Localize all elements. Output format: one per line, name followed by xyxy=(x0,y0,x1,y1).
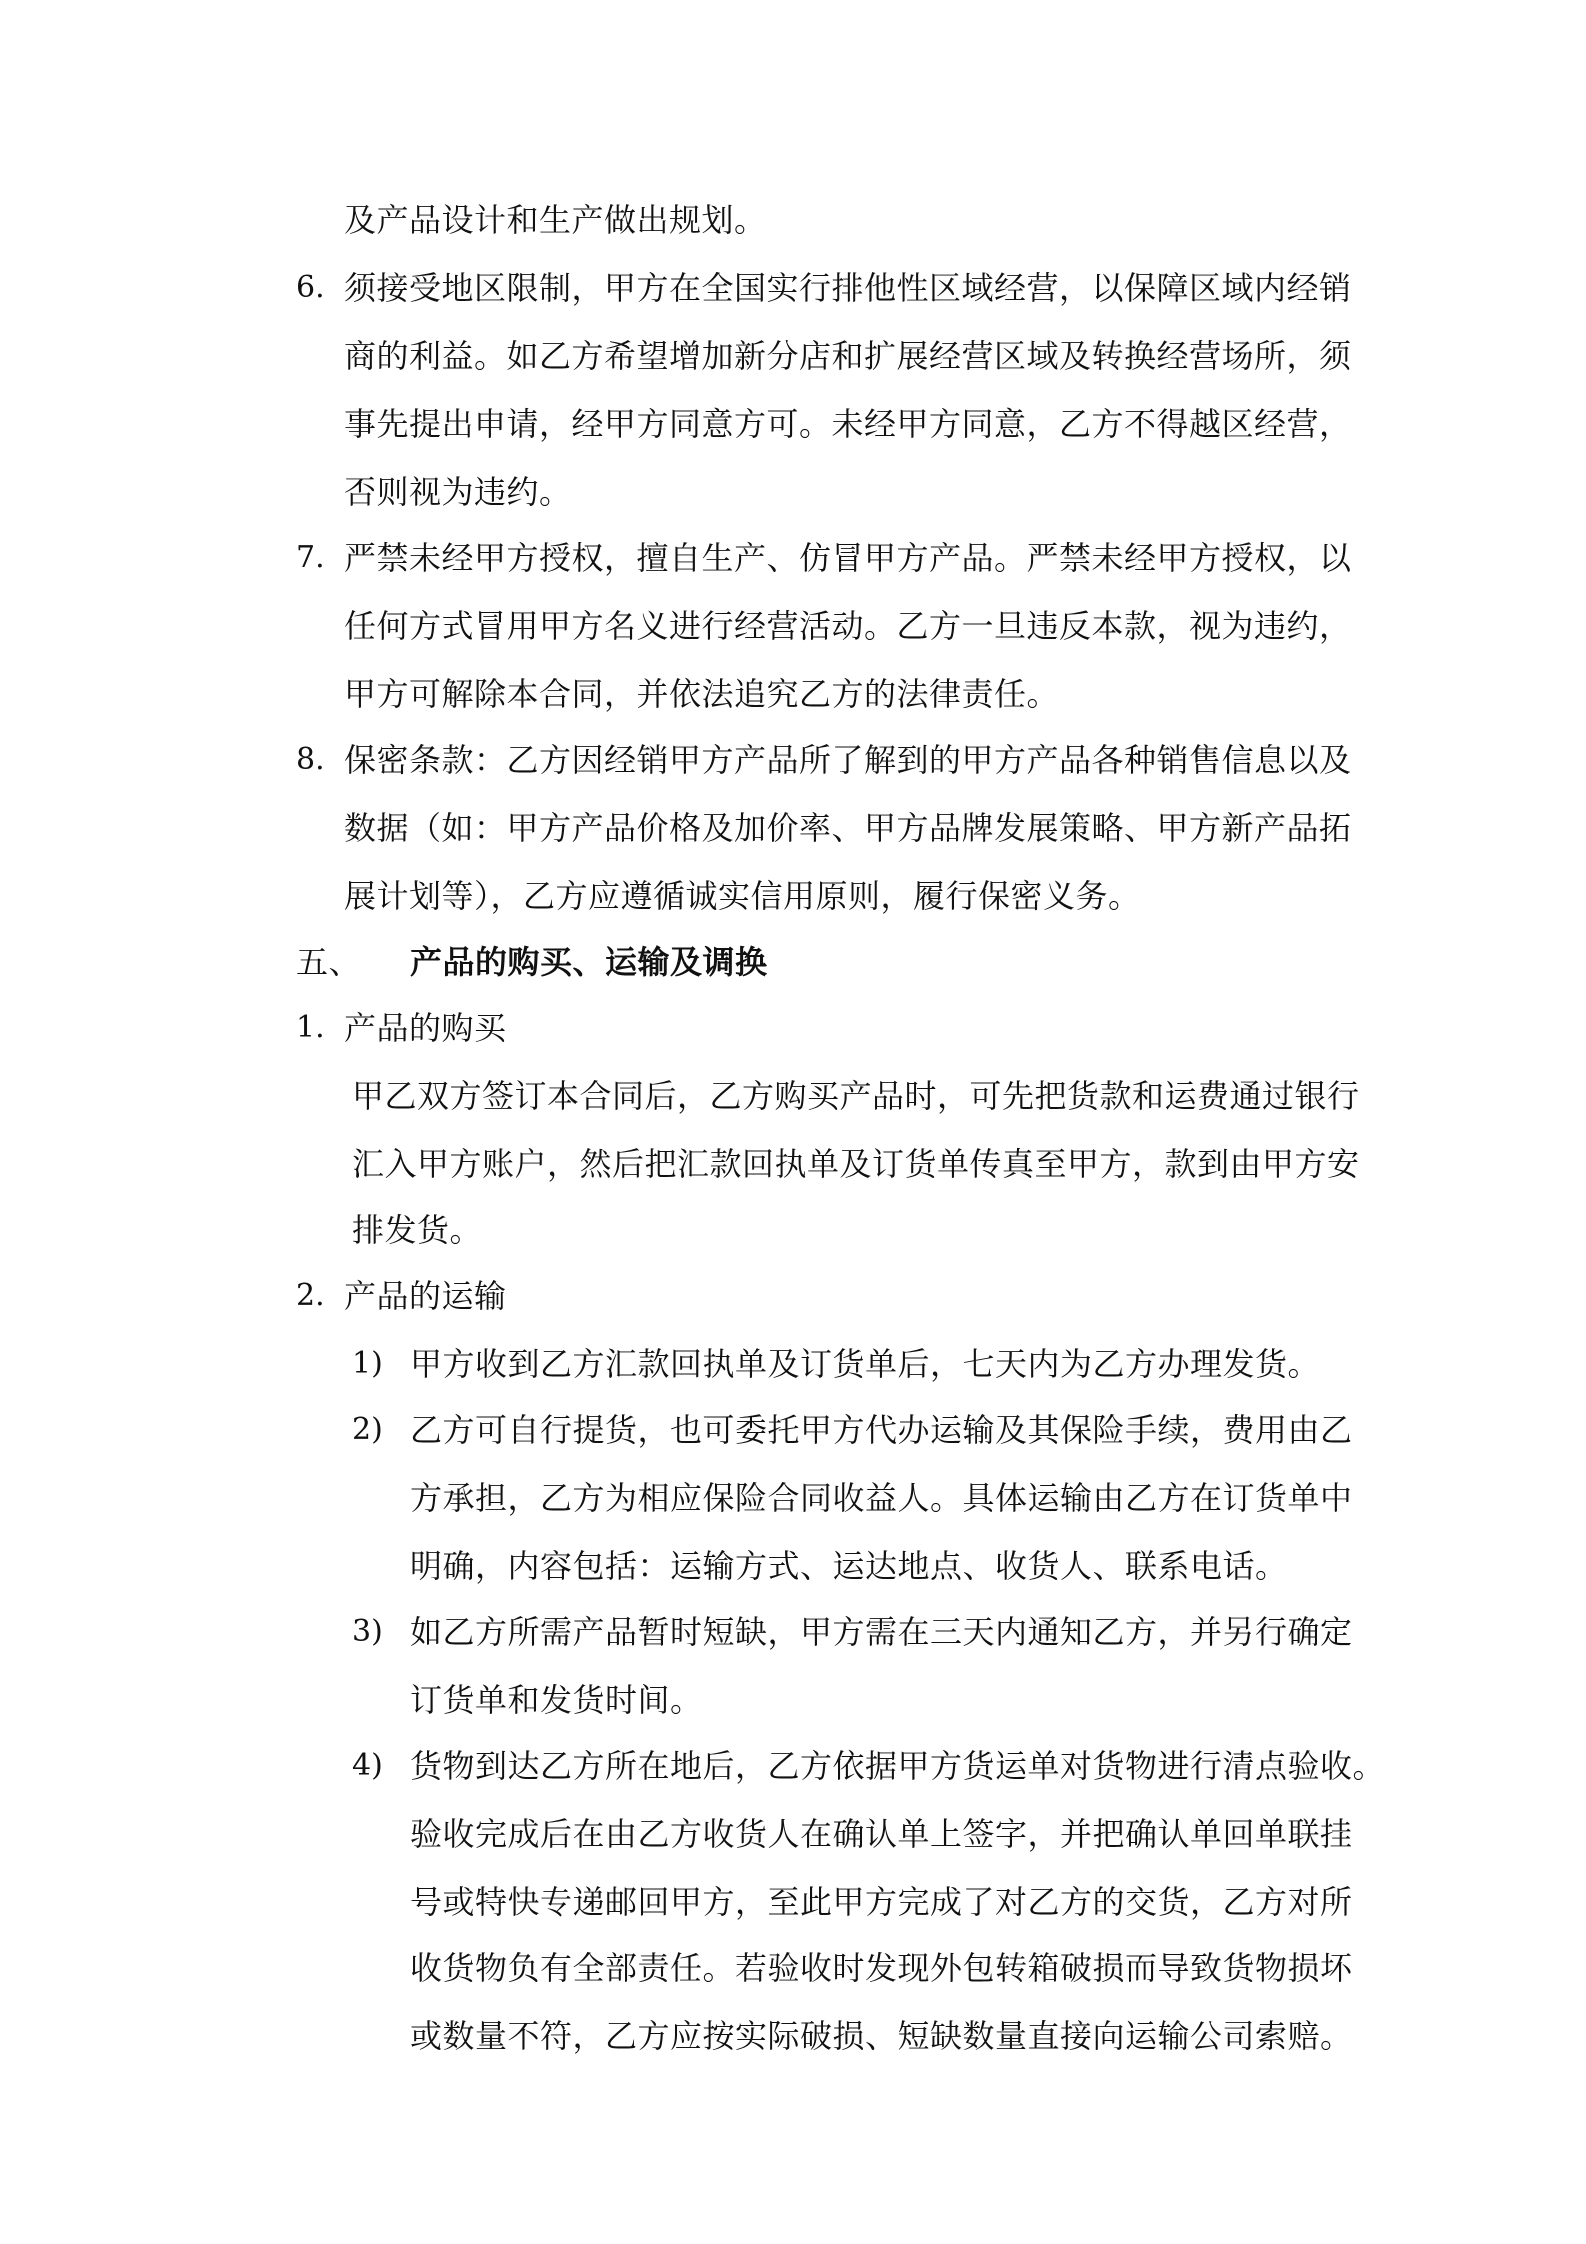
text-line: 甲方收到乙方汇款回执单及订货单后，七天内为乙方办理发货。 xyxy=(410,1345,1321,1383)
list-number: 1. xyxy=(296,1010,325,1045)
text-line: 明确，内容包括：运输方式、运达地点、收货人、联系电话。 xyxy=(410,1547,1288,1585)
text-line: 号或特快专递邮回甲方，至此甲方完成了对乙方的交货，乙方对所 xyxy=(410,1883,1353,1921)
list-number: 3) xyxy=(352,1614,383,1649)
text-line: 排发货。 xyxy=(352,1211,483,1249)
subsection-title: 产品的购买 xyxy=(344,1009,507,1047)
list-number: 8. xyxy=(296,742,325,777)
text-line: 事先提出申请，经甲方同意方可。未经甲方同意，乙方不得越区经营， xyxy=(344,405,1352,443)
list-number: 2) xyxy=(352,1412,383,1447)
text-line: 方承担，乙方为相应保险合同收益人。具体运输由乙方在订货单中 xyxy=(410,1479,1353,1517)
subsection-title: 产品的运输 xyxy=(344,1277,507,1315)
list-number: 2. xyxy=(296,1278,325,1313)
text-line: 商的利益。如乙方希望增加新分店和扩展经营区域及转换经营场所，须 xyxy=(344,337,1352,375)
text-line: 否则视为违约。 xyxy=(344,473,572,511)
list-number: 7. xyxy=(296,540,325,575)
list-number: 6. xyxy=(296,270,325,305)
list-number: 4) xyxy=(352,1748,383,1783)
text-line: 收货物负有全部责任。若验收时发现外包转箱破损而导致货物损坏 xyxy=(410,1949,1353,1987)
text-line: 任何方式冒用甲方名义进行经营活动。乙方一旦违反本款，视为违约， xyxy=(344,607,1352,645)
text-line: 保密条款：乙方因经销甲方产品所了解到的甲方产品各种销售信息以及 xyxy=(344,741,1352,779)
text-line: 如乙方所需产品暂时短缺，甲方需在三天内通知乙方，并另行确定 xyxy=(410,1613,1353,1651)
section-number: 五、 xyxy=(296,943,362,981)
section-heading: 产品的购买、运输及调换 xyxy=(410,943,768,981)
text-line: 订货单和发货时间。 xyxy=(410,1681,703,1719)
text-line: 验收完成后在由乙方收货人在确认单上签字，并把确认单回单联挂 xyxy=(410,1815,1353,1853)
text-line: 须接受地区限制，甲方在全国实行排他性区域经营，以保障区域内经销 xyxy=(344,269,1352,307)
text-line: 货物到达乙方所在地后，乙方依据甲方货运单对货物进行清点验收。 xyxy=(410,1747,1386,1785)
text-line: 或数量不符，乙方应按实际破损、短缺数量直接向运输公司索赔。 xyxy=(410,2017,1353,2055)
text-line: 数据（如：甲方产品价格及加价率、甲方品牌发展策略、甲方新产品拓 xyxy=(344,809,1352,847)
text-line: 甲乙双方签订本合同后，乙方购买产品时，可先把货款和运费通过银行 xyxy=(352,1077,1360,1115)
text-line: 甲方可解除本合同，并依法追究乙方的法律责任。 xyxy=(344,675,1060,713)
text-line: 及产品设计和生产做出规划。 xyxy=(344,201,767,239)
text-line: 乙方可自行提货，也可委托甲方代办运输及其保险手续，费用由乙 xyxy=(410,1411,1353,1449)
list-number: 1) xyxy=(352,1346,383,1381)
text-line: 汇入甲方账户，然后把汇款回执单及订货单传真至甲方，款到由甲方安 xyxy=(352,1145,1360,1183)
text-line: 展计划等），乙方应遵循诚实信用原则，履行保密义务。 xyxy=(344,877,1141,915)
text-line: 严禁未经甲方授权，擅自生产、仿冒甲方产品。严禁未经甲方授权，以 xyxy=(344,539,1352,577)
